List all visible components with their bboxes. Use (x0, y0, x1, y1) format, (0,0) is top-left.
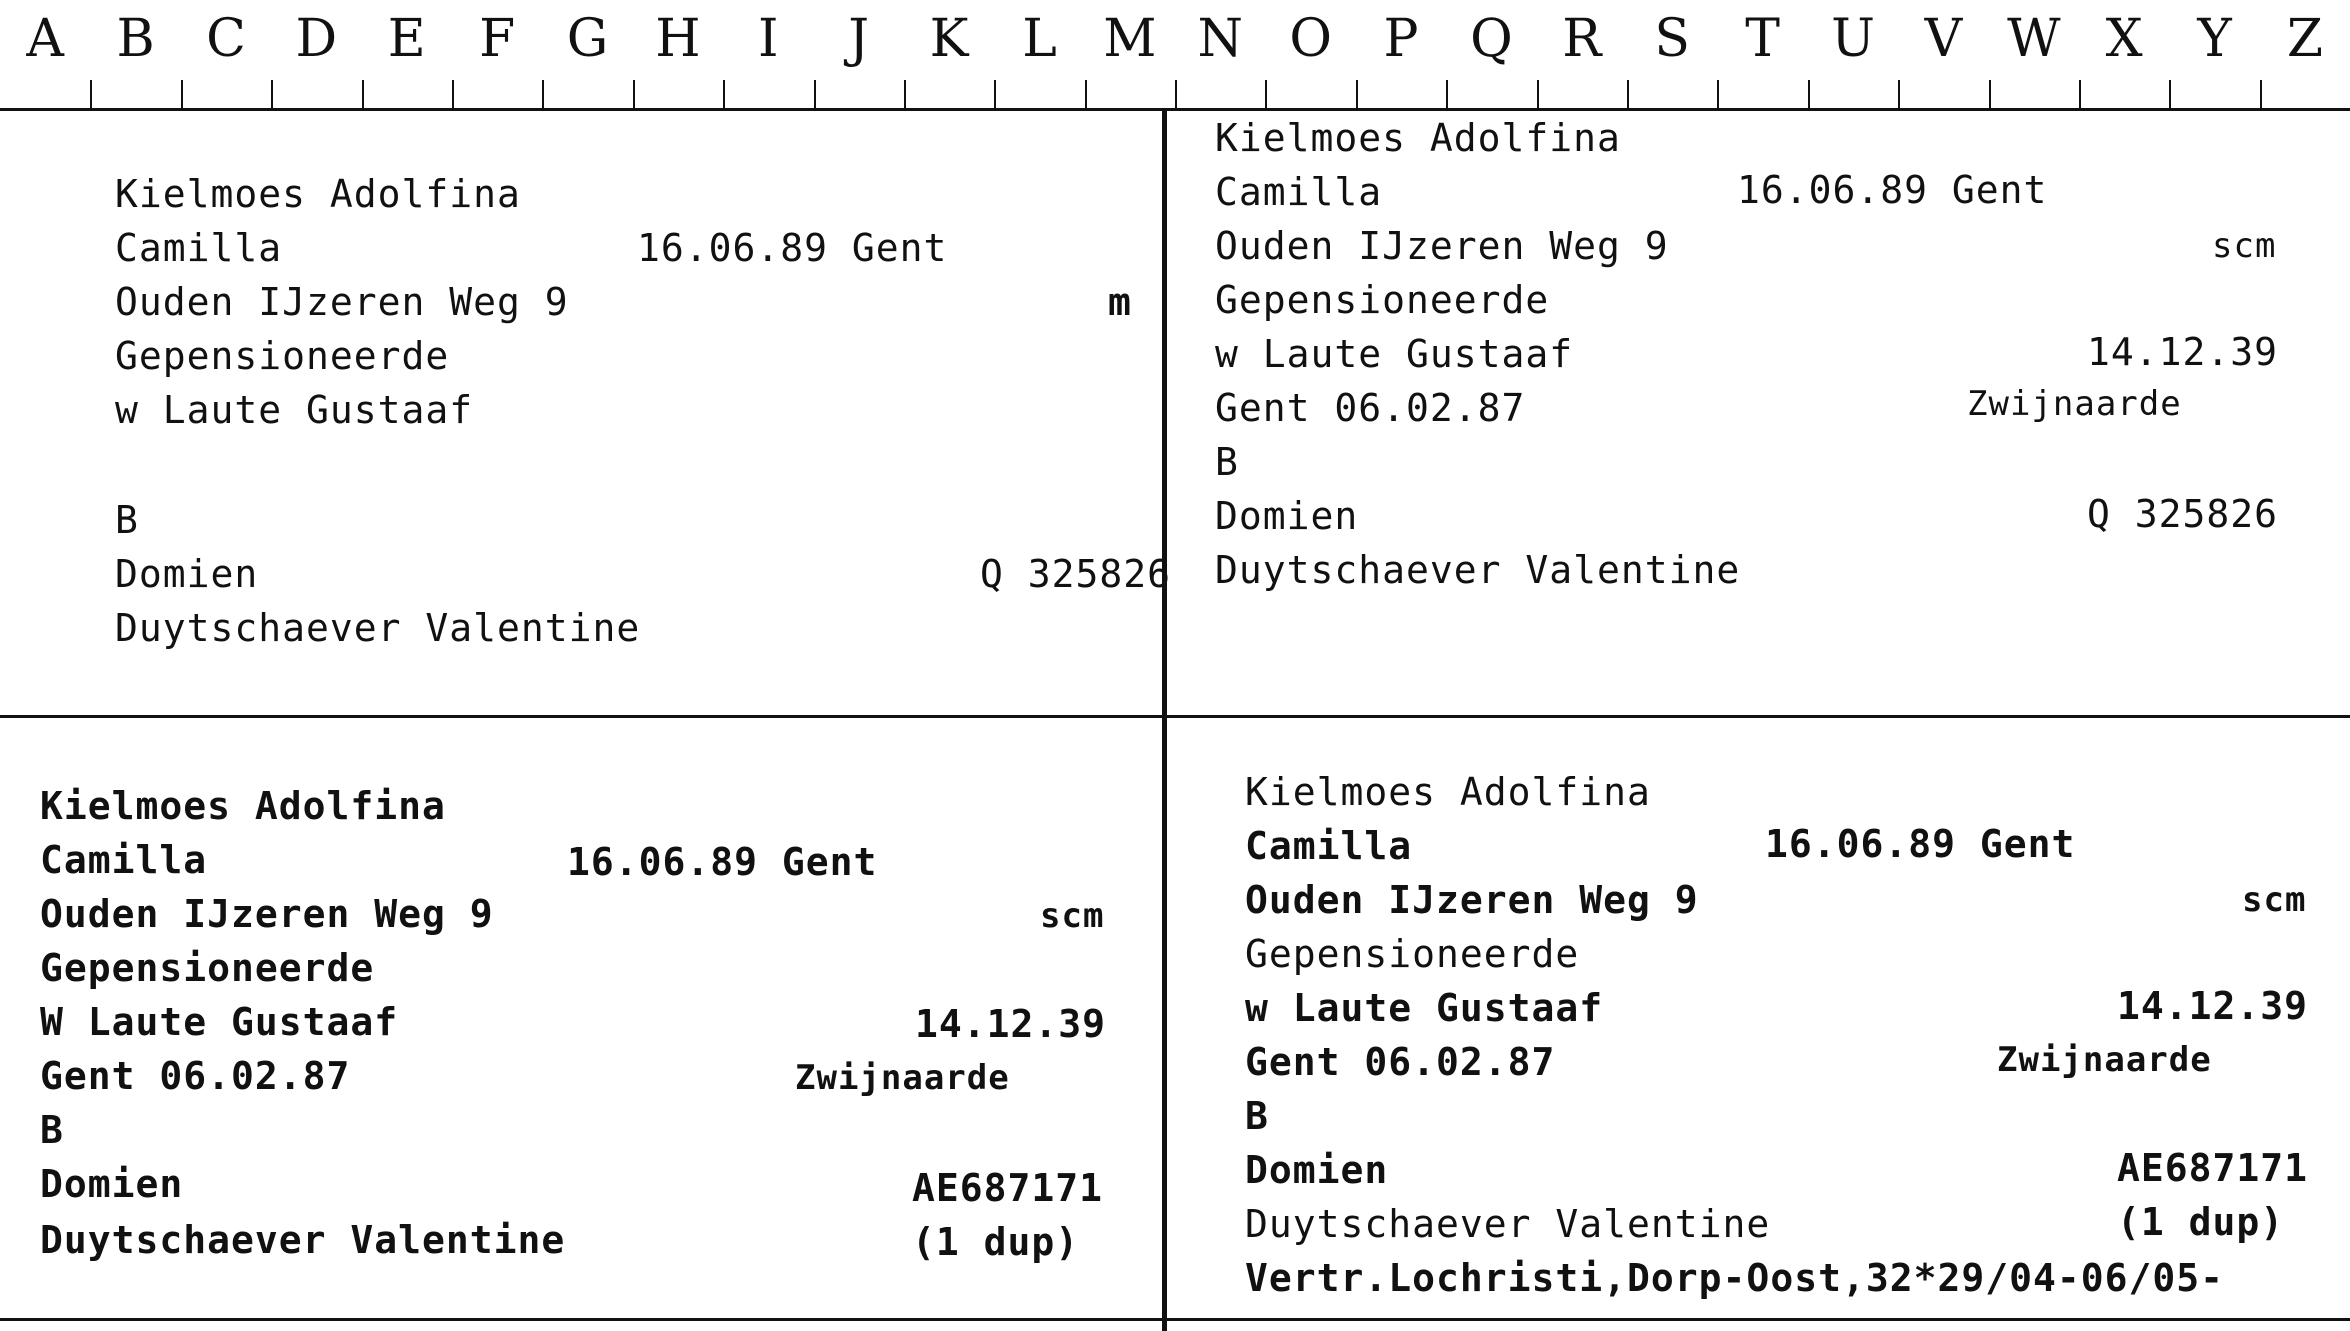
alphabet-letter-n: N (1175, 0, 1265, 108)
card-name: Kielmoes Adolfina (1215, 116, 1621, 160)
record-card-bottom-right (1167, 718, 2350, 1316)
card-address: Ouden IJzeren Weg 9 (1245, 878, 1699, 922)
alphabet-letter-e: E (362, 0, 452, 108)
card-birth: 16.06.89 Gent (637, 226, 948, 270)
card-spouse-place: Zwijnaarde (1967, 384, 2182, 424)
alphabet-letter-o: O (1265, 0, 1355, 108)
card-occupation: Gepensioneerde (115, 334, 450, 378)
card-spouse-birth: Gent 06.02.87 (40, 1054, 351, 1098)
card-address: Ouden IJzeren Weg 9 (1215, 224, 1669, 268)
card-occupation: Gepensioneerde (1215, 278, 1550, 322)
card-nationality: B (115, 498, 139, 542)
alphabet-letter-j: J (814, 0, 904, 108)
alphabet-letter-u: U (1808, 0, 1898, 108)
alphabet-letter-a: A (26, 9, 64, 69)
alphabet-letter-y: Y (2169, 0, 2259, 108)
card-id-number: Q 325826 (2087, 492, 2279, 536)
alphabet-letter-r: R (1537, 0, 1627, 108)
card-id-number: Q 325826 (980, 552, 1172, 596)
card-remark: Vertr.Lochristi,Dorp-Oost,32*29/04-06/05- (1245, 1256, 2224, 1300)
card-given-name: Camilla (40, 838, 208, 882)
card-father: Domien (115, 552, 259, 596)
card-spouse-birth: Gent 06.02.87 (1245, 1040, 1556, 1084)
card-given-name: Camilla (1245, 824, 1413, 868)
card-sex: m (1108, 280, 1132, 324)
card-id-number: AE687171 (2117, 1146, 2309, 1190)
alphabet-letter-t: T (1717, 0, 1807, 108)
card-dup-note: (1 dup) (912, 1220, 1080, 1264)
card-address: Ouden IJzeren Weg 9 (40, 892, 494, 936)
card-mother: Duytschaever Valentine (1215, 548, 1741, 592)
card-father: Domien (1245, 1148, 1389, 1192)
card-given-name: Camilla (115, 226, 283, 270)
card-spouse-birth: Gent 06.02.87 (1215, 386, 1526, 430)
card-sex: scm (2242, 880, 2307, 920)
alphabet-letter-i: I (723, 0, 813, 108)
alphabet-letter-k: K (904, 0, 994, 108)
record-card-top-right (1167, 108, 2350, 713)
card-occupation: Gepensioneerde (40, 946, 375, 990)
card-spouse-date: 14.12.39 (915, 1002, 1107, 1046)
card-nationality: B (1245, 1094, 1269, 1138)
card-spouse-date: 14.12.39 (2117, 984, 2309, 1028)
card-id-number: AE687171 (912, 1166, 1104, 1210)
record-card-top-left (0, 108, 1172, 713)
alphabet-letter-h: H (633, 0, 723, 108)
alphabet-letter-x: X (2079, 0, 2169, 108)
card-dup-note: (1 dup) (2117, 1200, 2285, 1244)
alphabet-letter-l: L (994, 0, 1084, 108)
card-divider-bottom (0, 1318, 2350, 1321)
card-sex: scm (1040, 896, 1105, 936)
alphabet-letter-z: Z (2260, 0, 2350, 108)
card-name: Kielmoes Adolfina (1245, 770, 1651, 814)
card-father: Domien (40, 1162, 184, 1206)
card-nationality: B (1215, 440, 1239, 484)
alphabet-letter-q: Q (1446, 0, 1536, 108)
card-given-name: Camilla (1215, 170, 1383, 214)
card-birth: 16.06.89 Gent (1765, 822, 2076, 866)
alphabet-letter-c: C (181, 0, 271, 108)
alphabet-index (0, 0, 2350, 111)
card-spouse-place: Zwijnaarde (1997, 1040, 2212, 1080)
card-spouse: W Laute Gustaaf (40, 1000, 399, 1044)
alphabet-letter-b: B (90, 0, 180, 108)
card-spouse: w Laute Gustaaf (1215, 332, 1574, 376)
card-birth: 16.06.89 Gent (1737, 168, 2048, 212)
alphabet-letter-g: G (542, 0, 632, 108)
alphabet-letter-p: P (1356, 0, 1446, 108)
alphabet-letter-d: D (271, 0, 361, 108)
card-nationality: B (40, 1108, 64, 1152)
card-sex: scm (2212, 226, 2277, 266)
alphabet-letter-s: S (1627, 0, 1717, 108)
card-spouse-date: 14.12.39 (2087, 330, 2279, 374)
card-spouse-place: Zwijnaarde (795, 1058, 1010, 1098)
card-spouse: w Laute Gustaaf (1245, 986, 1604, 1030)
alphabet-letter-m: M (1085, 0, 1175, 108)
card-mother: Duytschaever Valentine (115, 606, 641, 650)
record-card-bottom-left (0, 718, 1160, 1316)
alphabet-letter-v: V (1898, 0, 1988, 108)
alphabet-letter-f: F (452, 0, 542, 108)
card-birth: 16.06.89 Gent (567, 840, 878, 884)
alphabet-letter-w: W (1989, 0, 2079, 108)
card-name: Kielmoes Adolfina (40, 784, 446, 828)
card-mother: Duytschaever Valentine (40, 1218, 566, 1262)
card-address: Ouden IJzeren Weg 9 (115, 280, 569, 324)
card-spouse: w Laute Gustaaf (115, 388, 474, 432)
card-occupation: Gepensioneerde (1245, 932, 1580, 976)
card-mother: Duytschaever Valentine (1245, 1202, 1771, 1246)
card-name: Kielmoes Adolfina (115, 172, 521, 216)
card-father: Domien (1215, 494, 1359, 538)
